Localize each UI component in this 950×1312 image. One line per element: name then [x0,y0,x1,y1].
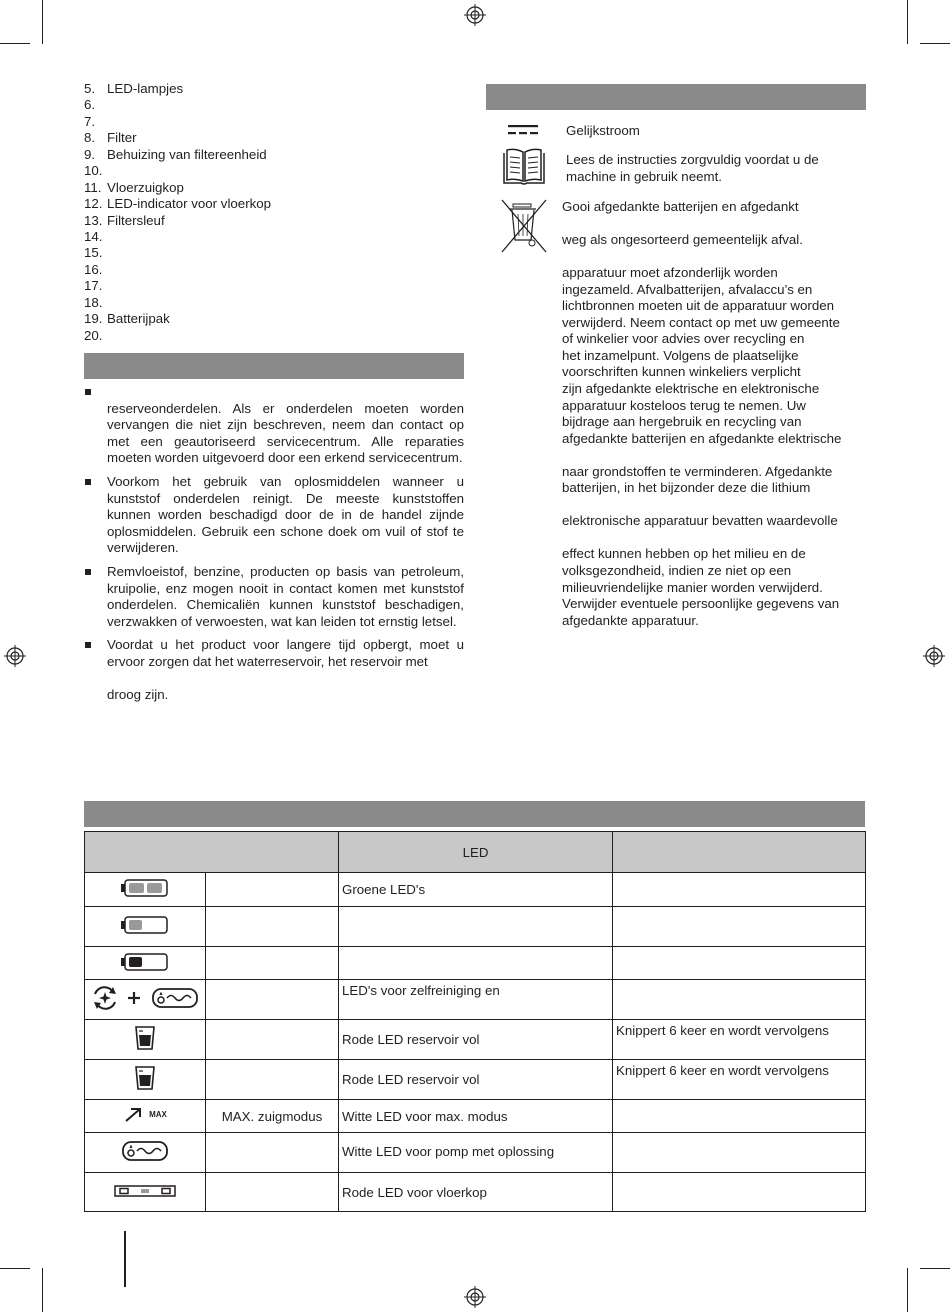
table-cell-mode [206,1133,339,1173]
weee-text-line: afgedankte batterijen en afgedankte elektrische [562,430,842,446]
list-item-number: 6. [84,97,96,113]
table-cell-led: Rode LED voor vloerkop [339,1173,613,1212]
table-cell-led: Witte LED voor max. modus [339,1100,613,1133]
table-cell-led [339,947,613,980]
battery-one-bar-icon [121,915,169,935]
table-row [85,1060,866,1100]
table-row [85,1133,866,1173]
weee-text-line: naar grondstoffen te verminderen. Afgedankte [562,463,833,479]
list-item [84,196,464,212]
list-item [84,81,464,97]
table-icon-cell [85,947,206,980]
crop-mark [907,0,908,44]
registration-mark-icon [923,645,945,667]
table-cell-led: Groene LED's [339,873,613,907]
list-item-number: 13. [84,212,103,228]
table-icon-cell [85,1020,206,1060]
table-cell-led [339,907,613,947]
weee-text-line: apparatuur moet afzonderlijk worden [562,265,778,281]
table-cell-mode [206,907,339,947]
bullet-item [84,474,464,557]
weee-text-line: voorschriften kunnen winkeliers verplicht [562,364,801,380]
table-cell-status [613,1100,866,1133]
parts-list [84,81,464,344]
table-icon-cell [85,980,206,1020]
table-cell-status: Knippert 6 keer en wordt vervolgens [613,1060,866,1100]
list-item [84,278,464,294]
table-row [85,907,866,947]
weee-text-line: batterijen, in het bijzonder deze die lithium [562,480,811,496]
list-item [84,130,464,146]
bullet-text: Remvloeistof, benzine, producten op basis van petroleum, kruipolie, enz mogen nooit in contact komen met kunststof onderdelen. Chemicaliën kunnen kunststof beschadigen, verzwakken of verwoesten, wat kan leiden tot ernstig letsel. [107,563,464,629]
list-item [84,114,464,130]
weee-text-line: Gooi afgedankte batterijen en afgedankt [562,199,799,214]
list-item-number: 17. [84,278,103,294]
bullet-item [84,637,464,703]
table-cell-mode [206,1060,339,1100]
bullet-text: reserveonderdelen. Als er onderdelen moeten worden vervangen die niet zijn beschreven, neem dan contact op met een geautoriseerd servicecentrum. Alle reparaties moeten worden uitgevoerd door een erkend servicecentrum. [107,400,464,466]
registration-mark-icon [4,645,26,667]
list-item-number: 16. [84,261,103,277]
table-cell-mode [206,1173,339,1212]
tank-full-icon [134,1065,156,1091]
weee-text [562,199,866,629]
list-item [84,163,464,179]
list-item-number: 20. [84,327,103,343]
table-cell-status [613,947,866,980]
weee-text-line: elektronische apparatuur bevatten waardevolle [562,513,838,529]
table-row [85,1100,866,1133]
led-indicator-table [84,831,866,1212]
table-row [85,947,866,980]
bullet-text: Voordat u het product voor langere tijd opbergt, moet u ervoor zorgen dat het waterreservoir, het reservoir met [107,637,464,669]
table-header-cell [613,832,866,873]
bullet-text: Voorkom het gebruik van oplosmiddelen wanneer u kunststof onderdelen reinigt. De meeste kunststoffen kunnen worden beschadigd door de in de handel zijnde oplosmiddelen. Gebruik een schone doek om vuil of stof te verwijderen. [107,473,464,556]
list-item [84,328,464,344]
weee-text-line [562,249,866,266]
table-cell-status: Knippert 6 keer en wordt vervolgens [613,1020,866,1060]
list-item-number: 12. [84,196,103,212]
max-mode-icon [123,1106,167,1124]
list-item-number: 9. [84,146,96,162]
crop-mark [920,43,950,44]
battery-low-bar-icon [121,952,169,972]
list-item-label: Filtersleuf [107,212,165,228]
weee-text-line: bijdrage aan hergebruik en recycling van [562,414,802,430]
table-cell-status [613,980,866,1020]
weee-text-line: weg als ongesorteerd gemeentelijk afval. [562,232,803,248]
list-item-number: 19. [84,311,103,327]
table-row [85,1173,866,1212]
bullet-square-icon [85,569,91,575]
registration-mark-icon [464,4,486,26]
weee-text-line: ingezameld. Afvalbatterijen, afvalaccu’s en [562,281,813,297]
table-cell-mode: MAX. zuigmodus [206,1100,339,1133]
table-icon-cell [85,1060,206,1100]
table-cell-status [613,1133,866,1173]
tank-full-icon [134,1025,156,1051]
table-header-cell [85,832,339,873]
table-cell-mode [206,947,339,980]
list-item [84,229,464,245]
list-item-label: LED-indicator voor vloerkop [107,196,272,212]
direct-current-icon [508,125,538,137]
table-row [85,980,866,1020]
weee-text-line [562,530,866,547]
page-margin-rule [124,1231,126,1287]
list-item [84,213,464,229]
maintenance-section-bar [84,353,464,379]
list-item [84,311,464,327]
bullet-square-icon [85,642,91,648]
list-item [84,180,464,196]
list-item-number: 15. [84,245,103,261]
table-cell-led: Witte LED voor pomp met oplossing [339,1133,613,1173]
weee-text-line [562,216,866,233]
weee-text-line: of winkelier voor advies over recycling en [562,331,805,347]
table-icon-cell [85,873,206,907]
weee-text-line: Verwijder eventuele persoonlijke gegevens van [562,596,840,612]
table-row [85,1020,866,1060]
bullet-text [107,384,464,401]
list-item [84,295,464,311]
bullet-square-icon [85,389,91,395]
self-cleaning-plus-pump-icon [90,984,200,1012]
list-item-number: 11. [84,179,102,195]
table-cell-led: Rode LED reservoir vol [339,1020,613,1060]
registration-mark-icon [464,1286,486,1308]
list-item-label: Vloerzuigkop [107,179,184,195]
crop-mark [907,1268,908,1312]
bullet-text [107,671,464,688]
dc-symbol-text: Gelijkstroom [566,123,640,138]
table-cell-status [613,873,866,907]
bullet-item [84,384,464,467]
crop-mark [0,1268,30,1269]
weee-text-line: volksgezondheid, indien ze niet op een [562,563,792,579]
list-item-number: 5. [84,81,96,96]
list-item-label: LED-lampjes [107,81,184,96]
weee-text-line: het inzamelpunt. Volgens de plaatselijke [562,347,799,363]
table-row [85,873,866,907]
table-header-cell: LED [339,832,613,873]
open-book-icon [501,147,547,187]
bullet-item [84,564,464,630]
bullet-text: droog zijn. [107,687,169,703]
crop-mark [920,1268,950,1269]
crop-mark [0,43,30,44]
battery-two-bars-icon [121,878,169,898]
symbols-section-bar [486,84,866,110]
table-cell-led: LED's voor zelfreiniging en [339,980,613,1020]
table-icon-cell [85,1173,206,1212]
manual-symbol-text: Lees de instructies zorgvuldig voordat u de machine in gebruik neemt. [566,152,819,184]
weee-text-line [562,497,866,514]
table-cell-mode [206,1020,339,1060]
list-item-label: Batterijpak [107,311,170,327]
list-item [84,147,464,163]
pump-solution-icon [122,1141,168,1161]
table-cell-led: Rode LED reservoir vol [339,1060,613,1100]
list-item-number: 14. [84,228,103,244]
led-table-section-bar [84,801,865,827]
weee-text-line: milieuvriendelijke manier worden verwijderd. [562,579,823,595]
weee-text-line: afgedankte apparatuur. [562,612,699,628]
table-icon-cell [85,1100,206,1133]
list-item [84,262,464,278]
weee-text-line: lichtbronnen moeten uit de apparatuur worden [562,298,835,314]
crossed-out-bin-icon [498,198,550,254]
table-header-row [85,832,866,873]
weee-text-line [562,447,866,464]
crop-mark [42,1268,43,1312]
table-cell-status [613,1173,866,1212]
table-icon-cell [85,1133,206,1173]
table-cell-status [613,907,866,947]
weee-text-line: apparatuur kosteloos terug te nemen. Uw [562,397,806,413]
maintenance-bullet-list [84,384,464,711]
floor-head-icon [114,1185,176,1197]
list-item [84,97,464,113]
bullet-square-icon [85,479,91,485]
max-mode-icon-label: MAX [149,1110,167,1119]
table-icon-cell [85,907,206,947]
list-item-number: 10. [84,163,103,179]
weee-text-line: effect kunnen hebben op het milieu en de [562,546,806,562]
list-item-label: Filter [107,130,137,146]
list-item-number: 8. [84,130,96,146]
crop-mark [42,0,43,44]
weee-text-line: verwijderd. Neem contact op met uw gemeente [562,314,840,330]
list-item-number: 18. [84,294,103,310]
list-item-number: 7. [84,113,96,129]
table-cell-mode [206,980,339,1020]
list-item-label: Behuizing van filtereenheid [107,146,267,162]
list-item [84,245,464,261]
table-cell-mode [206,873,339,907]
weee-text-line: zijn afgedankte elektrische en elektronische [562,381,820,397]
